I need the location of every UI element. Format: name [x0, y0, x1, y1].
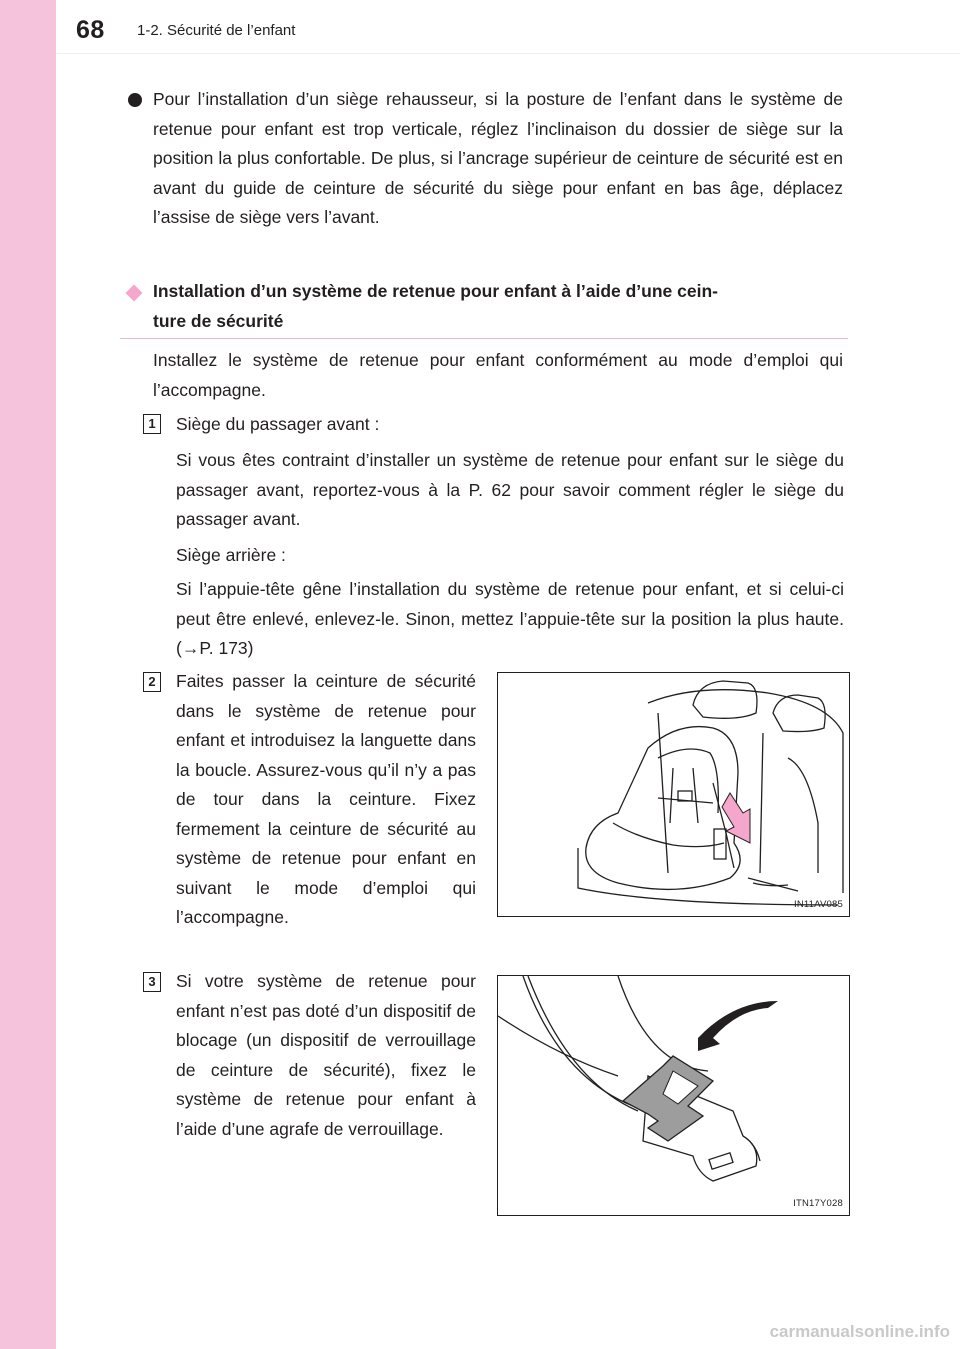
subsection-divider — [120, 338, 848, 339]
locking-clip-illustration — [498, 976, 849, 1215]
child-seat-illustration — [498, 673, 849, 916]
intro-paragraph: Pour l’installation d’un siège rehausseur, si la posture de l’enfant dans le système de retenue pour enfant est trop verticale, réglez l’inclinaison du dossier de siège sur la position la plus confortable. De plus, si l’ancrage supérieur de ceinture de sécurité est en avant du guide de ceinture de sécurité du siège pour enfant en bas âge, déplacez l’assise de siège vers l’avant. — [153, 89, 843, 228]
page-number: 68 — [76, 16, 105, 44]
side-tab-bar — [0, 0, 56, 1349]
step-1-text-2: Si l’appuie-tête gêne l’installation du système de retenue pour enfant, et si celui-ci peut être enlevé, enlevez-le. Sinon, mettez l’appuie-tête sur la position la plus haute. (→P. 173) — [176, 579, 844, 658]
child-seat-figure — [497, 672, 850, 917]
figure-1-code: IN11AV085 — [794, 899, 843, 910]
subsection-intro: Installez le système de retenue pour enfant conformément au mode d’emploi qui l’accompagne. — [153, 350, 843, 400]
bullet-icon — [128, 93, 142, 107]
step-1-text: Si vous êtes contraint d’installer un système de retenue pour enfant sur le siège du passager avant, reportez-vous à la P. 62 pour savoir comment régler le siège du passager avant. — [176, 450, 844, 529]
step-1-subtitle: Siège arrière : — [176, 545, 286, 565]
step-2-number: 2 — [143, 672, 161, 692]
subsection-heading-line-2: ture de sécurité — [153, 310, 284, 331]
locking-clip-figure — [497, 975, 850, 1216]
section-title: 1-2. Sécurité de l’enfant — [137, 22, 296, 39]
step-3-text: Si votre système de retenue pour enfant n’est pas doté d’un dispositif de blocage (un dispositif de verrouillage de ceinture de sécurité), fixez le système de retenue pour enfant à l’aide d’une agrafe de verrouillage. — [176, 971, 476, 1139]
step-1-title: Siège du passager avant : — [176, 414, 380, 434]
site-watermark[interactable]: carmanualsonline.info — [769, 1322, 950, 1341]
header-divider — [56, 53, 960, 54]
diamond-icon — [126, 285, 143, 302]
figure-2-code: ITN17Y028 — [793, 1198, 843, 1209]
step-3-number: 3 — [143, 972, 161, 992]
subsection-heading-line-1: Installation d’un système de retenue pour enfant à l’aide d’une cein- — [153, 281, 718, 301]
step-2-text: Faites passer la ceinture de sécurité dans le système de retenue pour enfant et introduisez la languette dans la boucle. Assurez-vous qu’il n’y a pas de tour dans la ceinture. Fixez fermement la ceinture de sécurité au système de retenue pour enfant en suivant le mode d’emploi qui l’accompagne. — [176, 671, 476, 927]
step-1-number: 1 — [143, 414, 161, 434]
subsection-heading — [153, 277, 843, 336]
curved-arrow-icon — [698, 1001, 778, 1051]
locking-clip-shape — [623, 1056, 713, 1141]
